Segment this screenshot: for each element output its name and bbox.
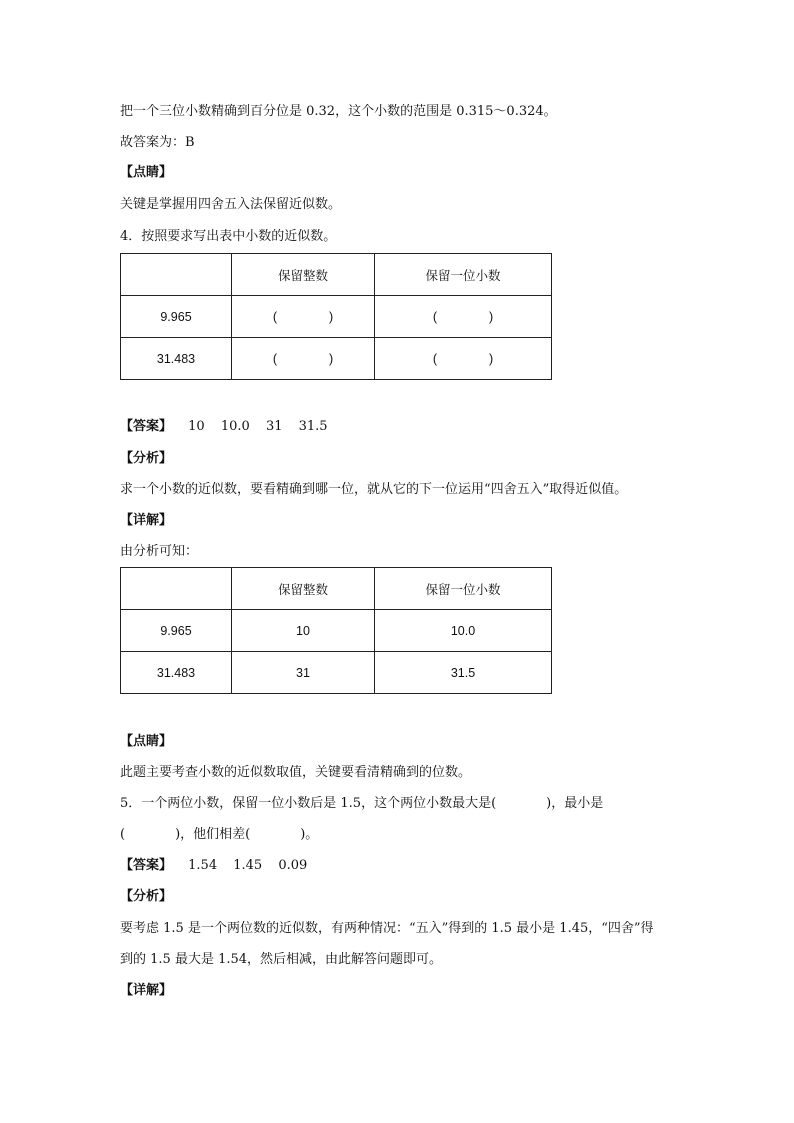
table-header-row: [121, 254, 552, 296]
table-row: [121, 296, 552, 338]
dianjing-heading: 【点睛】: [120, 165, 173, 180]
table-header-cell: [121, 254, 232, 296]
fenxi-text-line2: 到的 1.5 最大是 1.54，然后相减，由此解答问题即可。: [120, 952, 443, 967]
xiangjie-text: 由分析可知：: [120, 544, 199, 559]
answer-blank: ( ): [375, 296, 552, 338]
table-header-cell: 保留一位小数: [375, 568, 552, 610]
table-header-cell: 保留整数: [232, 568, 375, 610]
question-table: [120, 253, 552, 380]
solution-table: [120, 567, 552, 694]
xiangjie-heading: 【详解】: [120, 983, 173, 998]
dianjing-text: 关键是掌握用四舍五入法保留近似数。: [120, 197, 342, 212]
fenxi-heading: 【分析】: [120, 889, 173, 904]
table-header-cell: 保留一位小数: [375, 254, 552, 296]
intro-line: 把一个三位小数精确到百分位是 0.32，这个小数的范围是 0.315～0.324。: [120, 104, 557, 119]
table-header-row: [121, 568, 552, 610]
answer-heading: 【答案】: [120, 419, 173, 434]
answer-row: [120, 857, 307, 875]
answer-blank: ( ): [232, 296, 375, 338]
xiangjie-heading: 【详解】: [120, 513, 173, 528]
dianjing-heading: 【点睛】: [120, 734, 173, 749]
answer-value: 31: [265, 419, 283, 434]
answer-line: 故答案为：B: [120, 135, 195, 150]
row-label: 31.483: [121, 652, 232, 694]
question-5-line2: ( )，他们相差( )。: [120, 827, 319, 842]
answer-blank: ( ): [232, 338, 375, 380]
fenxi-text: 求一个小数的近似数，要看精确到哪一位，就从它的下一位运用“四舍五入”取得近似值。: [120, 482, 628, 497]
table-row: [121, 610, 552, 652]
row-label: 31.483: [121, 338, 232, 380]
answer-value: 1.45: [233, 858, 263, 873]
answer-value: 10.0: [220, 419, 250, 434]
answer-value: 10: [188, 419, 205, 434]
table-row: [121, 338, 552, 380]
table-row: [121, 652, 552, 694]
table-cell: 31.5: [375, 652, 552, 694]
answer-blank: ( ): [375, 338, 552, 380]
question-4: 4．按照要求写出表中小数的近似数。: [120, 229, 337, 244]
answer-value: 0.09: [278, 858, 308, 873]
question-5-line1: 5．一个两位小数，保留一位小数后是 1.5，这个两位小数最大是( )，最小是: [120, 796, 604, 811]
fenxi-heading: 【分析】: [120, 451, 173, 466]
dianjing-text: 此题主要考查小数的近似数取值，关键要看清精确到的位数。: [120, 765, 472, 780]
answer-heading: 【答案】: [120, 858, 173, 873]
table-header-cell: [121, 568, 232, 610]
answer-value: 1.54: [188, 858, 218, 873]
answer-row: [120, 418, 328, 436]
table-cell: 10.0: [375, 610, 552, 652]
table-header-cell: 保留整数: [232, 254, 375, 296]
row-label: 9.965: [121, 610, 232, 652]
fenxi-text-line1: 要考虑 1.5 是一个两位数的近似数，有两种情况：“五入”得到的 1.5 最小是 1.45，“四舍”得: [120, 921, 654, 936]
row-label: 9.965: [121, 296, 232, 338]
table-cell: 31: [232, 652, 375, 694]
table-cell: 10: [232, 610, 375, 652]
answer-value: 31.5: [298, 419, 328, 434]
